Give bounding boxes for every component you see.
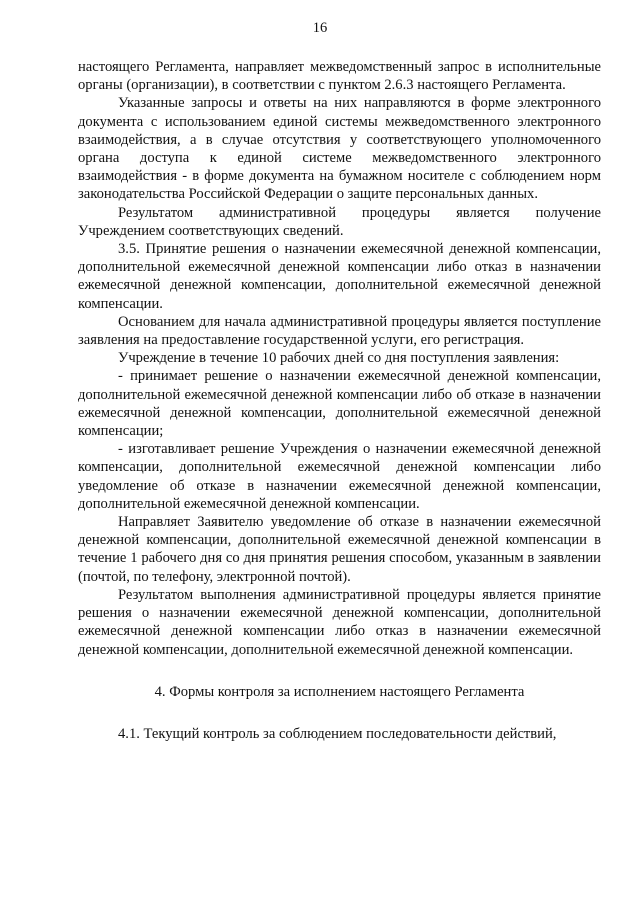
paragraph-section-3-5: 3.5. Принятие решения о назначении ежемесячной денежной компенсации, дополнительной ежемесячной денежной компенсации либо отказ в назначении ежемесячной денежной компенсации, дополнительной ежемесячной денежной компенсации. — [78, 241, 601, 312]
document-body — [78, 58, 601, 743]
paragraph-procedure-basis: Основанием для начала административной процедуры является поступление заявления на предоставление государственной услуги, его регистрация. — [78, 313, 601, 349]
paragraph-continuation: настоящего Регламента, направляет межведомственный запрос в исполнительные органы (организации), в соответствии с пунктом 2.6.3 настоящего Регламента. — [78, 59, 601, 94]
paragraph-requests-form: Указанные запросы и ответы на них направляются в форме электронного документа с использованием единой системы межведомственного электронного взаимодействия, а в случае отсутствия у соответствующего уполномоченного органа доступа к единой системе межведомственного электронного взаимодействия - в форме документа на бумажном носителе с соблюдением норм законодательства Российской Федерации о защите персональных данных. — [78, 95, 601, 203]
section-heading: 4. Формы контроля за исполнением настоящего Регламента — [154, 683, 525, 700]
paragraph-refusal-notice: Направляет Заявителю уведомление об отказе в назначении ежемесячной денежной компенсации, дополнительной ежемесячной денежной компенсации в течение 1 рабочего дня со дня принятия решения способом, указанным в заявлении (почтой, по телефону, электронной почтой). — [78, 514, 601, 585]
paragraph-procedure-result: Результатом административной процедуры является получение Учреждением соответствующих сведений. — [78, 204, 601, 239]
list-item-makes-decision: - принимает решение о назначении ежемесячной денежной компенсации, дополнительной ежемесячной денежной компенсации либо об отказе в назначении ежемесячной денежной компенсации, дополнительной ежемесячной денежной компенсации; — [78, 368, 601, 440]
list-item-prepares-decision: - изготавливает решение Учреждения о назначении ежемесячной денежной компенсации, дополнительной ежемесячной денежной компенсации либо уведомление об отказе в назначении ежемесячной денежной компенсации, дополнительной ежемесячной денежной компенсации. — [78, 441, 601, 512]
paragraph-section-4-1: 4.1. Текущий контроль за соблюдением последовательности действий, — [118, 725, 557, 742]
paragraph-execution-result: Результатом выполнения административной процедуры является принятие решения о назначении ежемесячной денежной компенсации, дополнительной ежемесячной денежной компенсации либо отказ в назначении ежемесячной денежной компенсации, дополнительной ежемесячной денежной компенсации. — [78, 586, 601, 658]
page-number: 16 — [312, 20, 328, 36]
paragraph-institution-deadline: Учреждение в течение 10 рабочих дней со дня поступления заявления: — [118, 350, 560, 367]
